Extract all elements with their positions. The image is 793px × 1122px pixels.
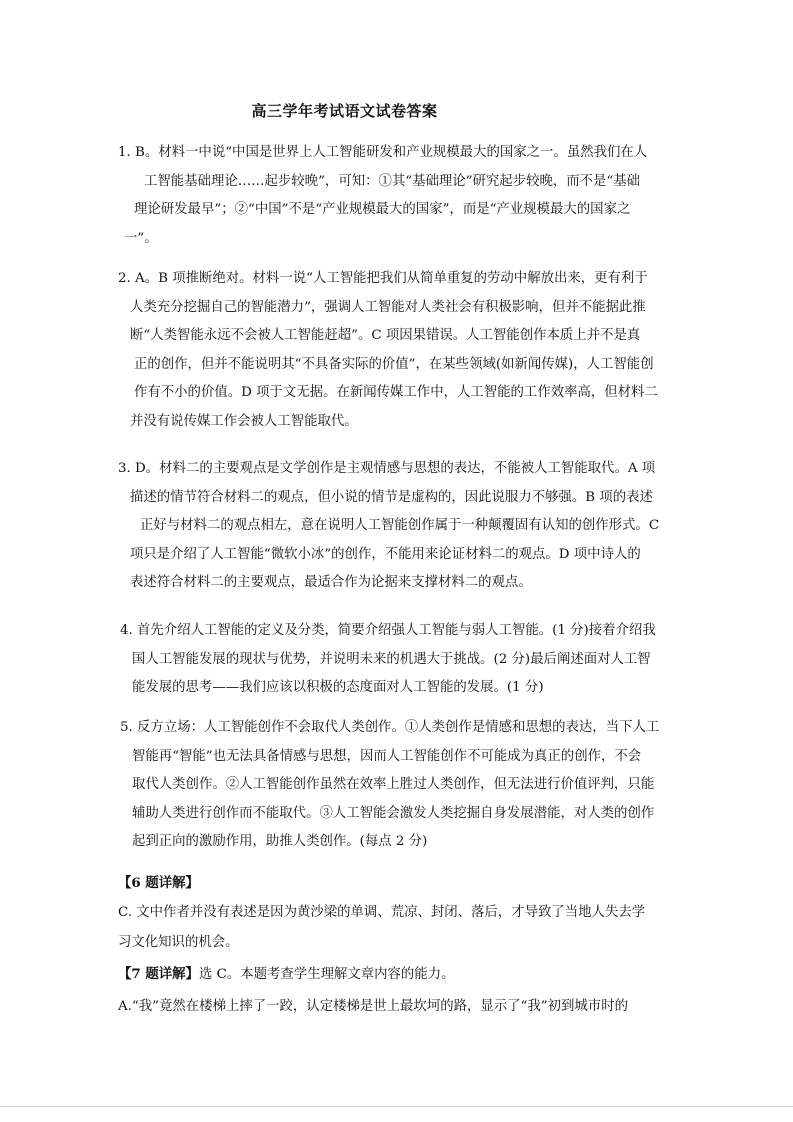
answer-line: 理论研发最早”；②“中国”不是“产业规模最大的国家”，而是“产业规模最大的国家之 bbox=[134, 202, 631, 217]
answer-line: 1. B。材料一中说“中国是世界上人工智能研发和产业规模最大的国家之一。虽然我们在人 bbox=[118, 145, 648, 160]
answer-line: 作有不小的价值。D 项于文无据。在新闻传媒工作中，人工智能的工作效率高，但材料二 bbox=[134, 385, 658, 400]
answer-7 bbox=[118, 960, 628, 1021]
answer-line: 项只是介绍了人工智能“微软小冰”的创作，不能用来论证材料二的观点。D 项中诗人的 bbox=[130, 546, 641, 562]
answer-line: 习文化知识的机会。 bbox=[118, 935, 239, 950]
answer-line: 断“人类智能永远不会被人工智能赶超”。C 项因果错误。人工智能创作本质上并不是真 bbox=[130, 328, 641, 343]
answer-line: 智能再“智能”也无法具备情感与思想，因而人工智能创作不可能成为真正的创作，不会 bbox=[132, 748, 642, 764]
answer-line: 表述符合材料二的主要观点，最适合作为论据来支撑材料二的观点。 bbox=[130, 575, 532, 590]
answer-3 bbox=[118, 455, 659, 598]
answer-line: 描述的情节符合材料二的观点，但小说的情节是虚构的，因此说服力不够强。B 项的表述 bbox=[130, 489, 653, 505]
answer-line: C. 文中作者并没有表述是因为黄沙梁的单调、荒凉、封闭、落后，才导致了当地人失去学 bbox=[118, 905, 646, 920]
answer-6 bbox=[118, 869, 645, 957]
answer-1 bbox=[118, 139, 647, 253]
answer-line: 并没有说传媒工作会被人工智能取代。 bbox=[130, 413, 358, 429]
answer-line: 起到正向的激励作用，助推人类创作。(每点 2 分) bbox=[132, 834, 428, 849]
answer-line: A.“我”竟然在楼梯上摔了一跤，认定楼梯是世上最坎坷的路，显示了“我”初到城市时的 bbox=[118, 999, 628, 1014]
page-bottom-rule bbox=[0, 1106, 793, 1107]
section-heading-line bbox=[118, 960, 628, 989]
answer-line: 辅助人类进行创作而不能取代。③人工智能会激发人类挖掘自身发展潜能，对人类的创作 bbox=[132, 805, 655, 821]
answer-line: 人类充分挖掘自己的智能潜力”，强调人工智能对人类社会有积极影响，但并不能据此推 bbox=[130, 299, 646, 315]
answer-line: 能发展的思考——我们应该以积极的态度面对人工智能的发展。(1 分) bbox=[132, 680, 544, 695]
answer-line: 正好与材料二的观点相左，意在说明人工智能创作属于一种颠覆固有认知的创作形式。C bbox=[140, 518, 660, 533]
answer-line: 4. 首先介绍人工智能的定义及分类，简要介绍强人工智能与弱人工智能。(1 分)接着介绍我 bbox=[120, 623, 656, 638]
answer-line: 3. D。材料二的主要观点是文学创作是主观情感与思想的表达，不能被人工智能取代。A 项 bbox=[118, 461, 656, 476]
document-title: 高三学年考试语文试卷答案 bbox=[251, 102, 438, 120]
answer-line: 2. A。B 项推断绝对。材料一说“人工智能把我们从简单重复的劳动中解放出来，更有利于 bbox=[118, 271, 648, 286]
section-heading: 【7 题详解】 bbox=[118, 966, 199, 982]
answer-line: 取代人类创作。②人工智能创作虽然在效率上胜过人类创作，但无法进行价值评判，只能 bbox=[132, 777, 655, 792]
answer-line: 5. 反方立场：人工智能创作不会取代人类创作。①人类创作是情感和思想的表达，当下人工 bbox=[120, 720, 660, 735]
answer-2 bbox=[118, 265, 658, 436]
answer-line: 一”。 bbox=[124, 230, 158, 246]
answer-line: 正的创作，但并不能说明其“不具备实际的价值”，在某些领域(如新闻传媒)，人工智能创 bbox=[134, 356, 654, 372]
answer-line: 国人工智能发展的现状与优势，并说明未来的机遇大于挑战。(2 分)最后阐述面对人工智 bbox=[132, 651, 651, 667]
answer-5 bbox=[120, 714, 659, 857]
section-heading-tail: 选 C。本题考查学生理解文章内容的能力。 bbox=[198, 967, 455, 982]
section-heading: 【6 题详解】 bbox=[118, 875, 199, 891]
answer-4 bbox=[120, 617, 656, 703]
answer-line: 工智能基础理论……起步较晚”，可知：①其“基础理论”研究起步较晚，而不是“基础 bbox=[144, 173, 641, 189]
